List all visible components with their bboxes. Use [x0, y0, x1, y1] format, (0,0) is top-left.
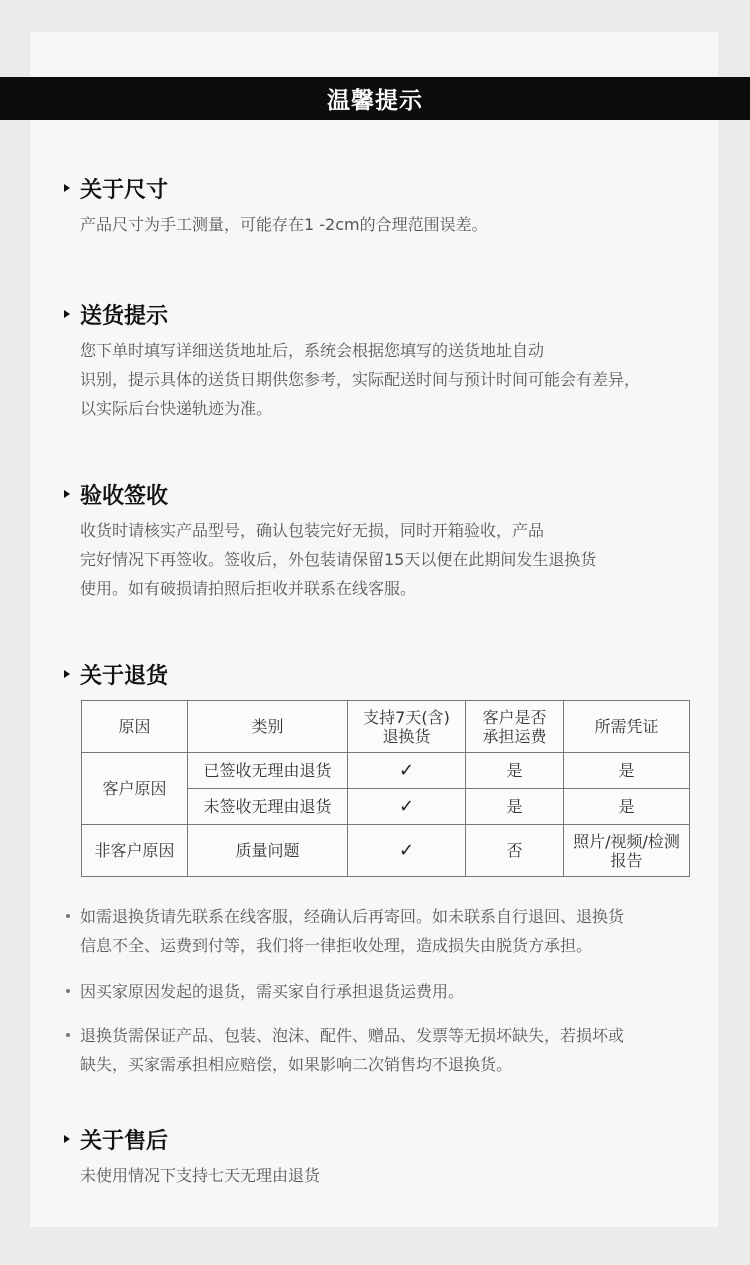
text-line: 因买家原因发起的退货，需买家自行承担退货运费用。	[80, 982, 465, 1001]
triangle-bullet-icon	[64, 1135, 70, 1143]
check-icon: ✓	[348, 789, 466, 825]
freight-cell: 是	[466, 789, 564, 825]
proof-cell: 是	[564, 789, 690, 825]
section-text	[80, 516, 714, 603]
table-header-row	[82, 701, 690, 753]
section-delivery	[64, 300, 714, 423]
section-title: 送货提示	[80, 303, 169, 329]
return-notes	[64, 902, 704, 1096]
table-header-cell: 类别	[188, 701, 348, 753]
text-line: 缺失，买家需承担相应赔偿，如果影响二次销售均不退换货。	[80, 1055, 513, 1074]
section-text	[80, 210, 714, 239]
section-title: 关于尺寸	[80, 177, 169, 203]
text-line: 产品尺寸为手工测量，可能存在1 -2cm的合理范围误差。	[80, 215, 488, 234]
text-line: 如需退换货请先联系在线客服，经确认后再寄回。如未联系自行退回、退换货	[80, 907, 625, 926]
triangle-bullet-icon	[64, 310, 70, 318]
proof-line: 照片/视频/检测	[573, 831, 680, 851]
table-header-cell	[466, 701, 564, 753]
note-item	[64, 977, 704, 1006]
section-aftersales	[64, 1125, 714, 1190]
table-row	[82, 825, 690, 877]
text-line: 退换货需保证产品、包装、泡沫、配件、赠品、发票等无损坏缺失，若损坏或	[80, 1026, 625, 1045]
proof-cell: 是	[564, 753, 690, 789]
text-line: 使用。如有破损请拍照后拒收并联系在线客服。	[80, 579, 417, 598]
returns-table	[81, 700, 690, 877]
section-size	[64, 174, 714, 239]
section-title: 关于售后	[80, 1128, 169, 1154]
table-header-cell	[348, 701, 466, 753]
section-title: 验收签收	[80, 483, 169, 509]
category-cell: 未签收无理由退货	[188, 789, 348, 825]
bullet-dot-icon	[66, 914, 70, 918]
text-line: 未使用情况下支持七天无理由退货	[80, 1166, 321, 1185]
section-title: 关于退货	[80, 663, 169, 689]
freight-cell: 否	[466, 825, 564, 877]
check-icon: ✓	[348, 753, 466, 789]
triangle-bullet-icon	[64, 490, 70, 498]
section-returns	[64, 660, 714, 688]
text-line: 识别，提示具体的送货日期供您参考，实际配送时间与预计时间可能会有差异，	[80, 370, 641, 389]
table-row	[82, 753, 690, 789]
note-item	[64, 902, 704, 960]
text-line: 完好情况下再签收。签收后，外包装请保留15天以便在此期间发生退换货	[80, 550, 597, 569]
check-icon: ✓	[348, 825, 466, 877]
category-cell: 质量问题	[188, 825, 348, 877]
freight-cell: 是	[466, 753, 564, 789]
reason-cell: 客户原因	[82, 753, 188, 825]
header-line: 客户是否	[482, 707, 547, 727]
header-line: 承担运费	[482, 726, 547, 746]
reason-cell: 非客户原因	[82, 825, 188, 877]
banner-title: 温馨提示	[0, 77, 750, 120]
triangle-bullet-icon	[64, 184, 70, 192]
table-header-cell: 所需凭证	[564, 701, 690, 753]
proof-cell	[564, 825, 690, 877]
text-line: 以实际后台快递轨迹为准。	[80, 399, 273, 418]
text-line: 您下单时填写详细送货地址后，系统会根据您填写的送货地址自动	[80, 341, 545, 360]
section-text	[80, 336, 714, 423]
bullet-dot-icon	[66, 1033, 70, 1037]
category-cell: 已签收无理由退货	[188, 753, 348, 789]
note-item	[64, 1021, 704, 1079]
text-line: 信息不全、运费到付等，我们将一律拒收处理，造成损失由脱货方承担。	[80, 936, 593, 955]
proof-line: 报告	[610, 850, 643, 870]
bullet-dot-icon	[66, 989, 70, 993]
section-text	[80, 1161, 714, 1190]
triangle-bullet-icon	[64, 670, 70, 678]
table-header-cell: 原因	[82, 701, 188, 753]
header-line: 支持7天(含)	[363, 707, 450, 727]
header-line: 退换货	[382, 726, 431, 746]
section-inspection	[64, 480, 714, 603]
text-line: 收货时请核实产品型号，确认包装完好无损，同时开箱验收，产品	[80, 521, 545, 540]
